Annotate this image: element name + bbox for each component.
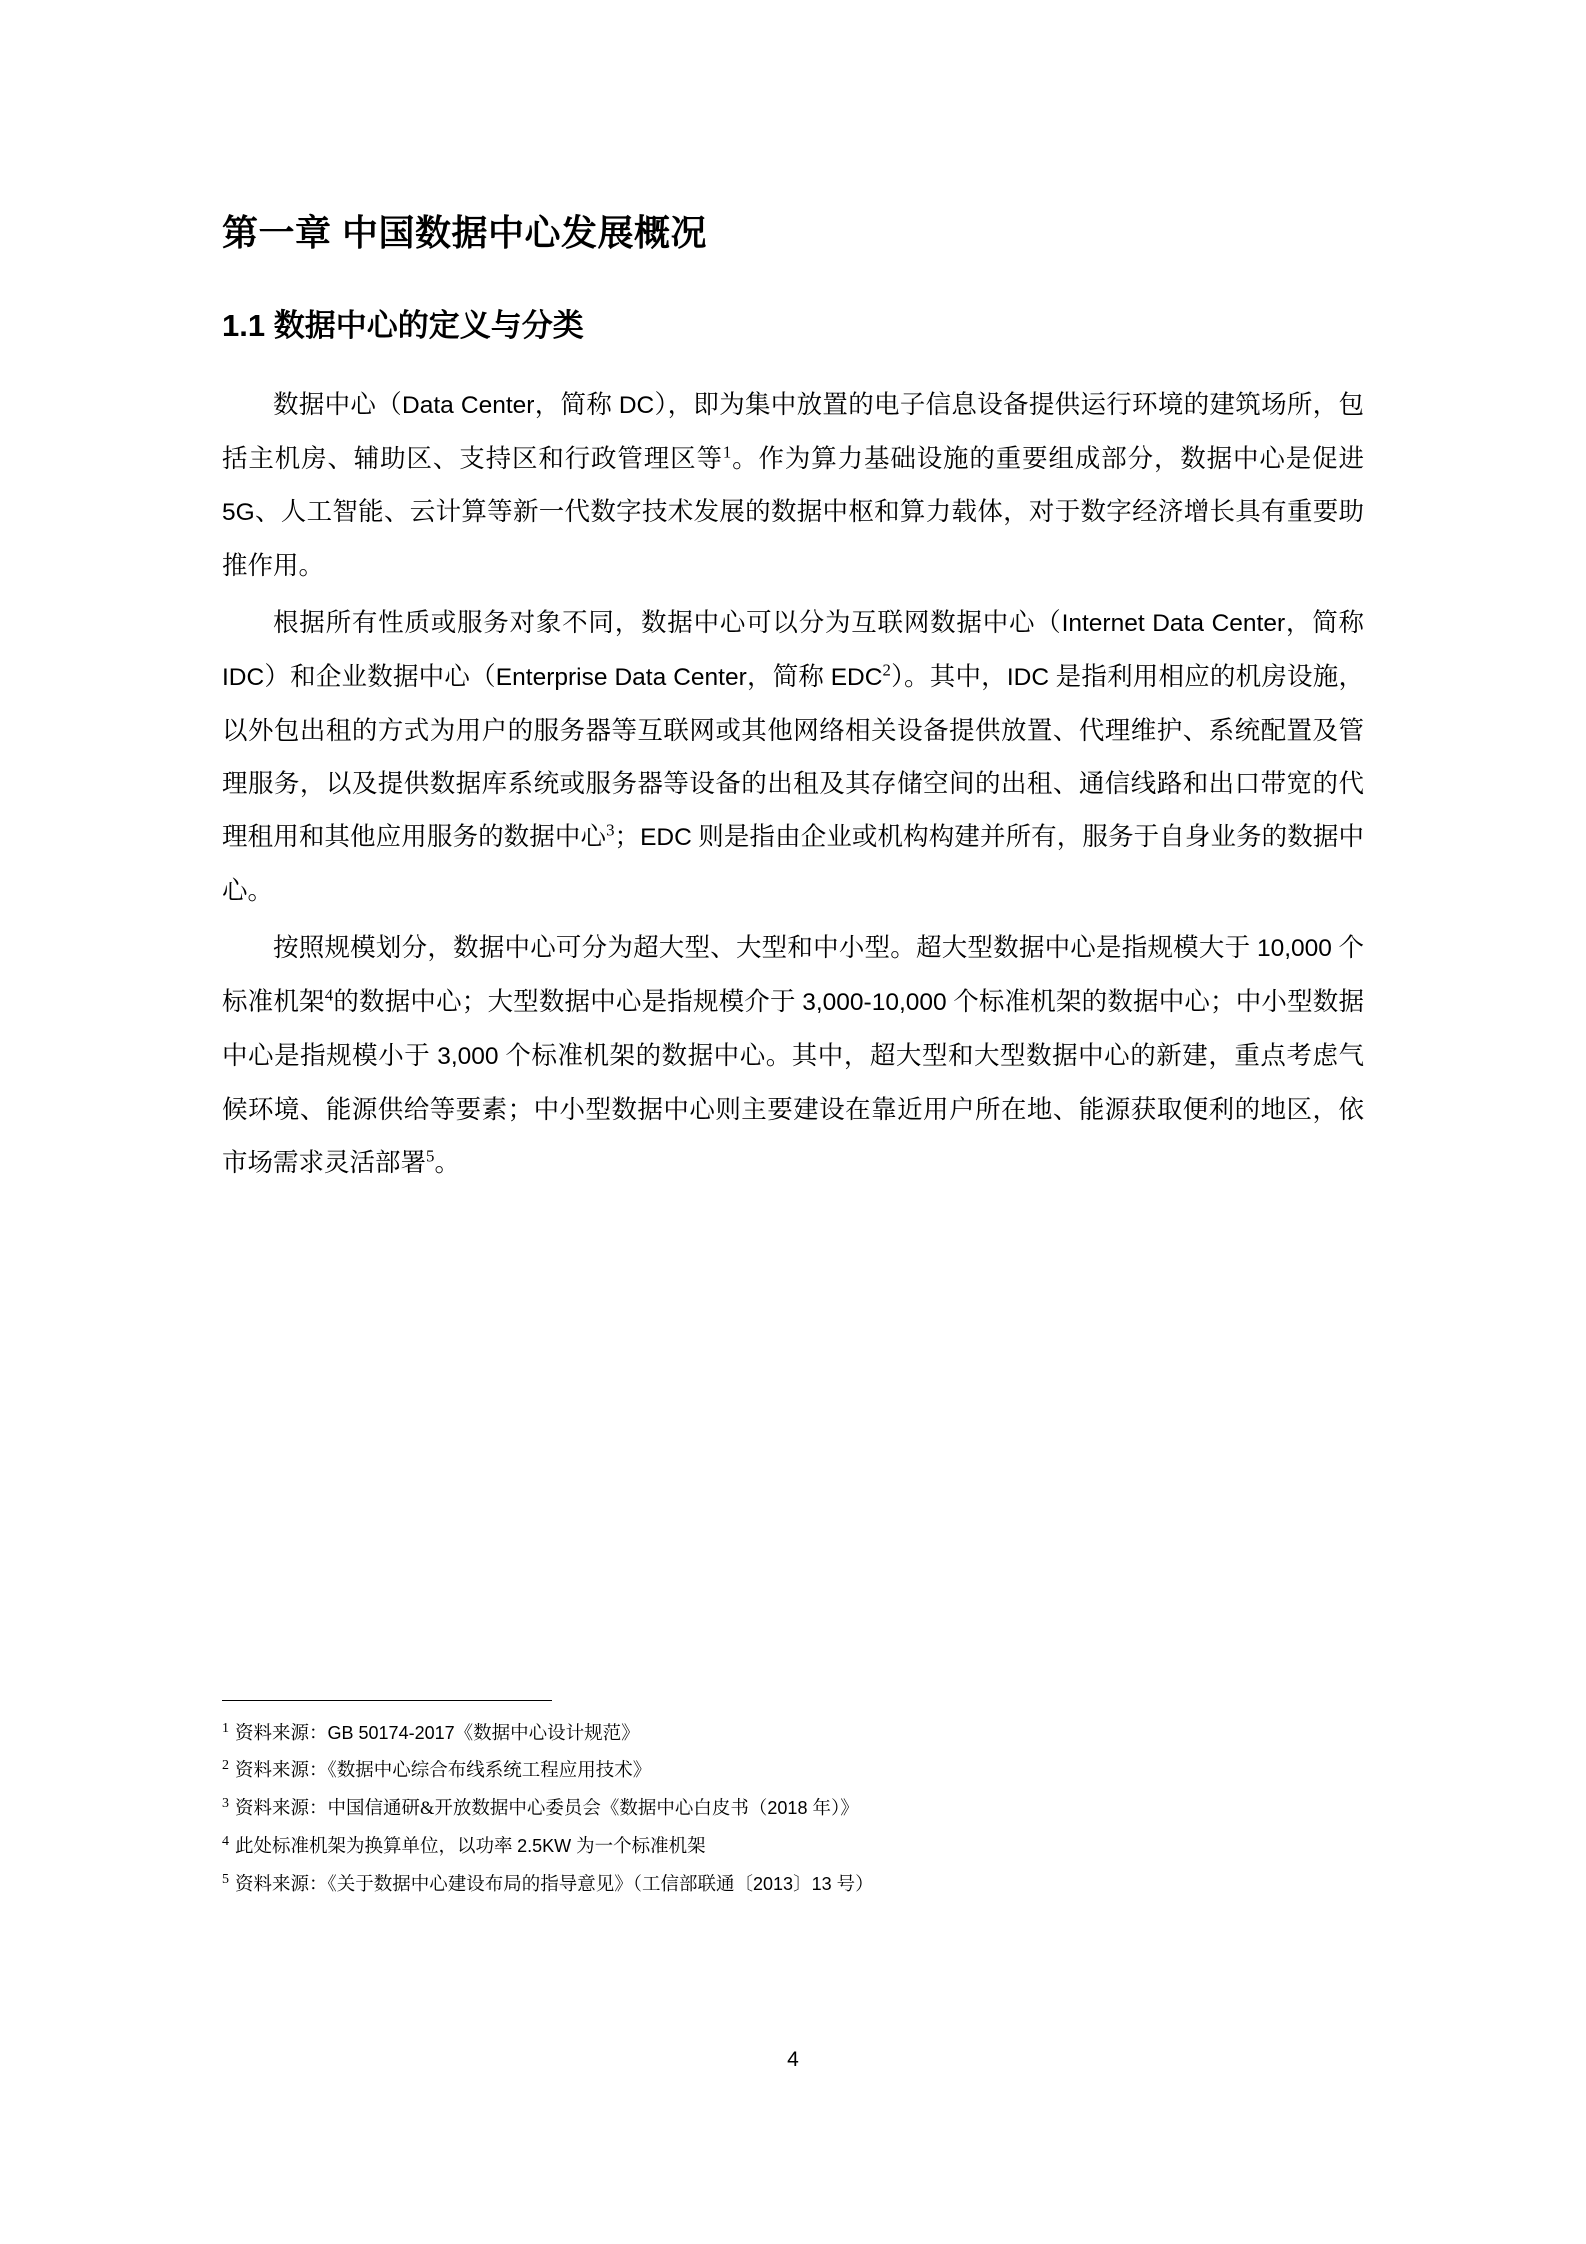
footnote-item: $^4$ 此处标准机架为换算单位，以功率 2.5KW 为一个标准机架 [222,1833,706,1857]
paragraph-classification-by-nature: 根据所有性质或服务对象不同，数据中心可以分为互联网数据中心（Internet Data Center，简称 IDC）和企业数据中心（Enterprise Data Center，简称 EDC$^2$）。其中，IDC 是指利用相应的机房设施，以外包出租的方式为用户的服务器等互联网或其他网络相关设备提供放置、代理维护、系统配置及管理服务，以及提供数据库系统或服务器等设备的出租及其存储空间的出租、通信线路和出口带宽的代理租用和其他应用服务的数据中心$^3$；EDC 则是指由企业或机构构建并所有，服务于自身业务的数据中心。 [222,607,1364,905]
section-title: 1.1 数据中心的定义与分类 [222,308,584,344]
paragraph-definition: 数据中心（Data Center，简称 DC），即为集中放置的电子信息设备提供运行环境的建筑场所，包括主机房、辅助区、支持区和行政管理区等$^1$。作为算力基础设施的重要组成部分，数据中心是促进 5G、人工智能、云计算等新一代数字技术发展的数据中枢和算力载体，对于数字经济增长具有重要助推作用。 [222,389,1364,580]
footnote-item: $^5$ 资料来源：《关于数据中心建设布局的指导意见》（工信部联通〔2013〕13 号） [222,1871,874,1895]
chapter-title: 第一章 中国数据中心发展概况 [222,212,708,253]
page-number: 4 [787,2048,799,2071]
footnote-item: $^2$ 资料来源：《数据中心综合布线系统工程应用技术》 [222,1757,652,1781]
page-content [222,208,1364,1189]
footnote-item: $^1$ 资料来源：GB 50174-2017《数据中心设计规范》 [222,1720,640,1744]
footnote-separator-rule [222,1700,552,1701]
footnote-section [222,1700,1364,1904]
paragraph-classification-by-scale: 按照规模划分，数据中心可分为超大型、大型和中小型。超大型数据中心是指规模大于 10,000 个标准机架$^4$的数据中心；大型数据中心是指规模介于 3,000-10,000 个标准机架的数据中心；中小型数据中心是指规模小于 3,000 个标准机架的数据中心。其中，超大型和大型数据中心的新建，重点考虑气候环境、能源供给等要素；中小型数据中心则主要建设在靠近用户所在地、能源获取便利的地区，依市场需求灵活部署$^5$。 [222,932,1364,1177]
footnote-item: $^3$ 资料来源：中国信通研&开放数据中心委员会《数据中心白皮书（2018 年）》 [222,1795,859,1819]
